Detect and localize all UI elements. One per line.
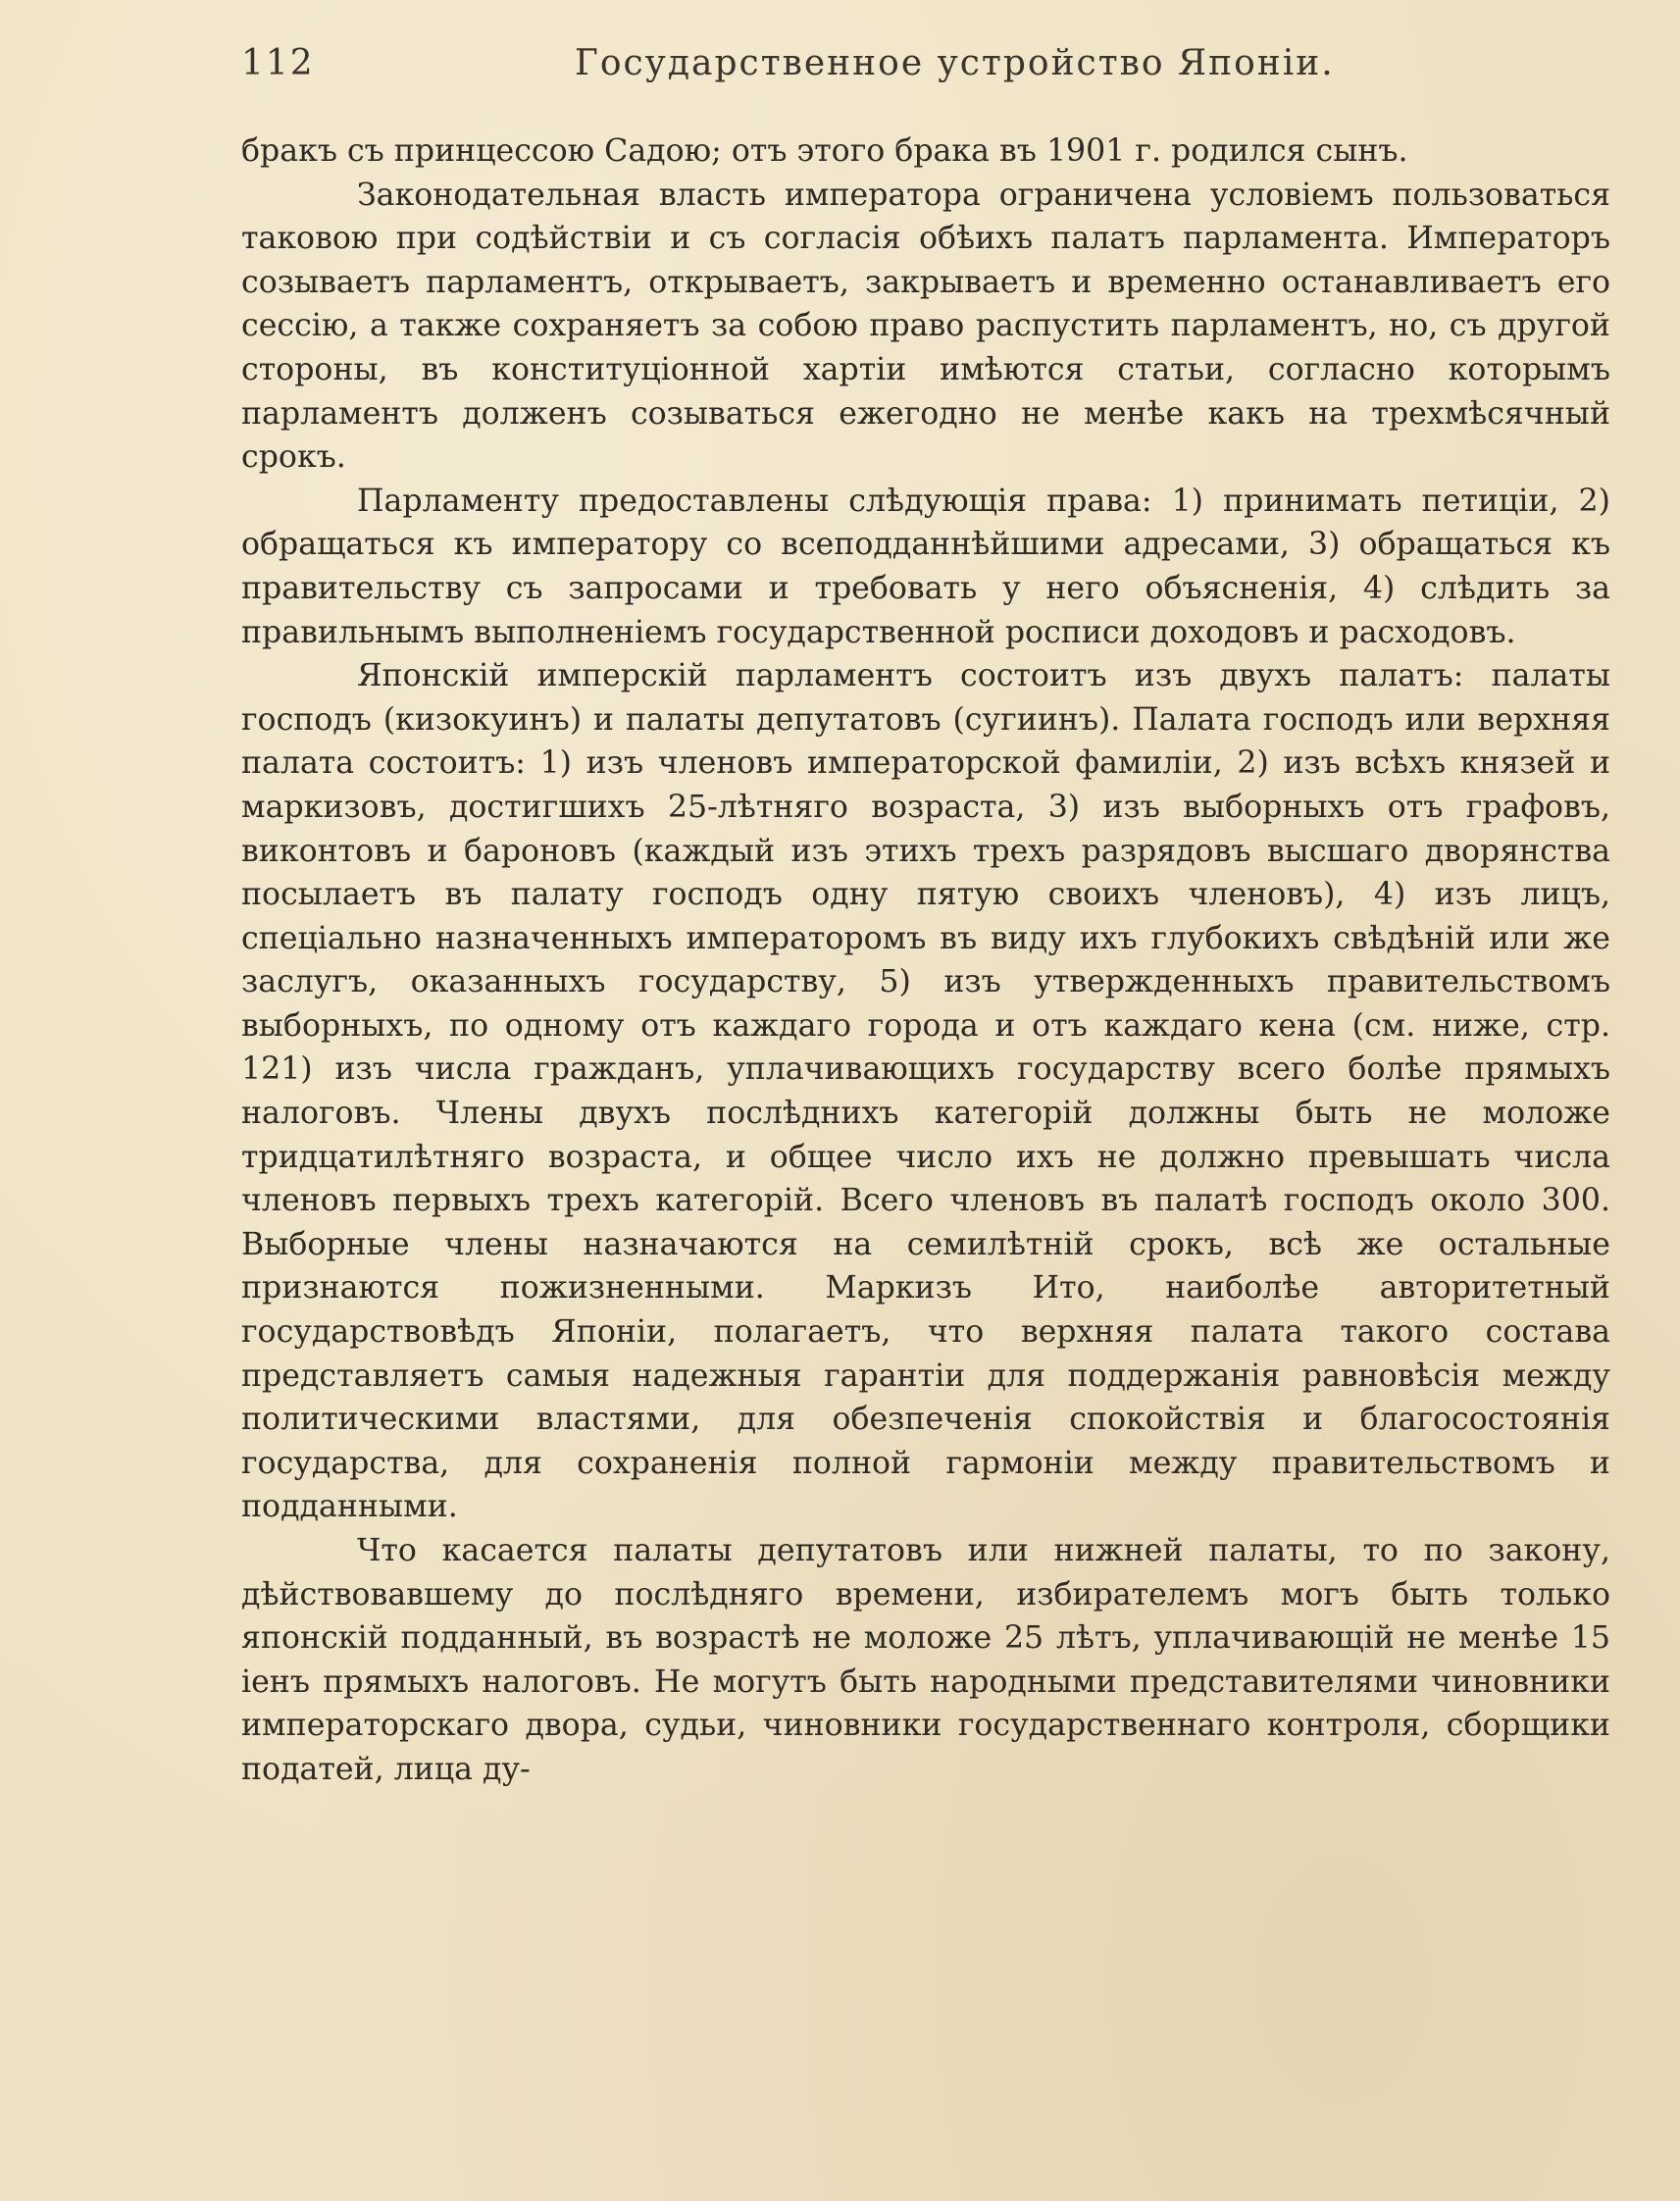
paragraph-continuation: бракъ съ принцессою Садою; отъ этого брака въ 1901 г. родился сынъ.: [241, 133, 1408, 169]
paragraph-legislative-power: Законодательная власть императора ограничена условіемъ пользоваться таковою при содѣйствіи и съ согласія обѣихъ палатъ парламента. Императоръ созываетъ парламентъ, открываетъ, закрываетъ и временно останавливаетъ его сессію, а также сохраняетъ за собою право распустить парламентъ, но, съ другой стороны, въ конституціонной хартіи имѣются статьи, согласно которымъ парламентъ долженъ созываться ежегодно не менѣе какъ на трехмѣсячный срокъ.: [241, 177, 1610, 476]
body-text: [241, 129, 1610, 1792]
paragraph-parliament-rights: Парламенту предоставлены слѣдующія права: 1) принимать петиціи, 2) обращаться къ императору со всеподданнѣйшими адресами, 3) обращаться къ правительству съ запросами и требовать у него объясненія, 4) слѣдить за правильнымъ выполненіемъ государственной росписи доходовъ и расходовъ.: [241, 483, 1610, 650]
running-head: [241, 43, 1614, 102]
page-number: 112: [241, 43, 315, 83]
running-title: Государственное устройство Японіи.: [575, 43, 1335, 83]
paragraph-house-of-peers: Японскій имперскій парламентъ состоитъ изъ двухъ палатъ: палаты господъ (кизокуинъ) и палаты депутатовъ (сугиинъ). Палата господъ или верхняя палата состоитъ: 1) изъ членовъ императорской фамиліи, 2) изъ всѣхъ князей и маркизовъ, достигшихъ 25-лѣтняго возраста, 3) изъ выборныхъ отъ графовъ, виконтовъ и бароновъ (каждый изъ этихъ трехъ разрядовъ высшаго дворянства посылаетъ въ палату господъ одну пятую своихъ членовъ), 4) изъ лицъ, спеціально назначенныхъ императоромъ въ виду ихъ глубокихъ свѣдѣній или же заслугъ, оказанныхъ государству, 5) изъ утвержденныхъ правительствомъ выборныхъ, по одному отъ каждаго города и отъ каждаго кена (см. ниже, стр. 121) изъ числа гражданъ, уплачивающихъ государству всего болѣе прямыхъ налоговъ. Члены двухъ послѣднихъ категорій должны быть не моложе тридцатилѣтняго возраста, и общее число ихъ не должно превышать числа членовъ первыхъ трехъ категорій. Всего членовъ въ палатѣ господъ около 300. Выборные члены назначаются на семилѣтній срокъ, всѣ же остальные признаются пожизненными. Маркизъ Ито, наиболѣе авторитетный государствовѣдъ Японіи, полагаетъ, что верхняя палата такого состава представляетъ самыя надежныя гарантіи для поддержанія равновѣсія между политическими властями, для обезпеченія спокойствія и благосостоянія государства, для сохраненія полной гармоніи между правительствомъ и подданными.: [241, 658, 1610, 1525]
paragraph-house-of-representatives: Что касается палаты депутатовъ или нижней палаты, то по закону, дѣйствовавшему до послѣдняго времени, избирателемъ могъ быть только японскій подданный, въ возрастѣ не моложе 25 лѣтъ, уплачивающій не менѣе 15 іенъ прямыхъ налоговъ. Не могутъ быть народными представителями чиновники императорскаго двора, судьи, чиновники государственнаго контроля, сборщики податей, лица ду-: [241, 1533, 1610, 1787]
